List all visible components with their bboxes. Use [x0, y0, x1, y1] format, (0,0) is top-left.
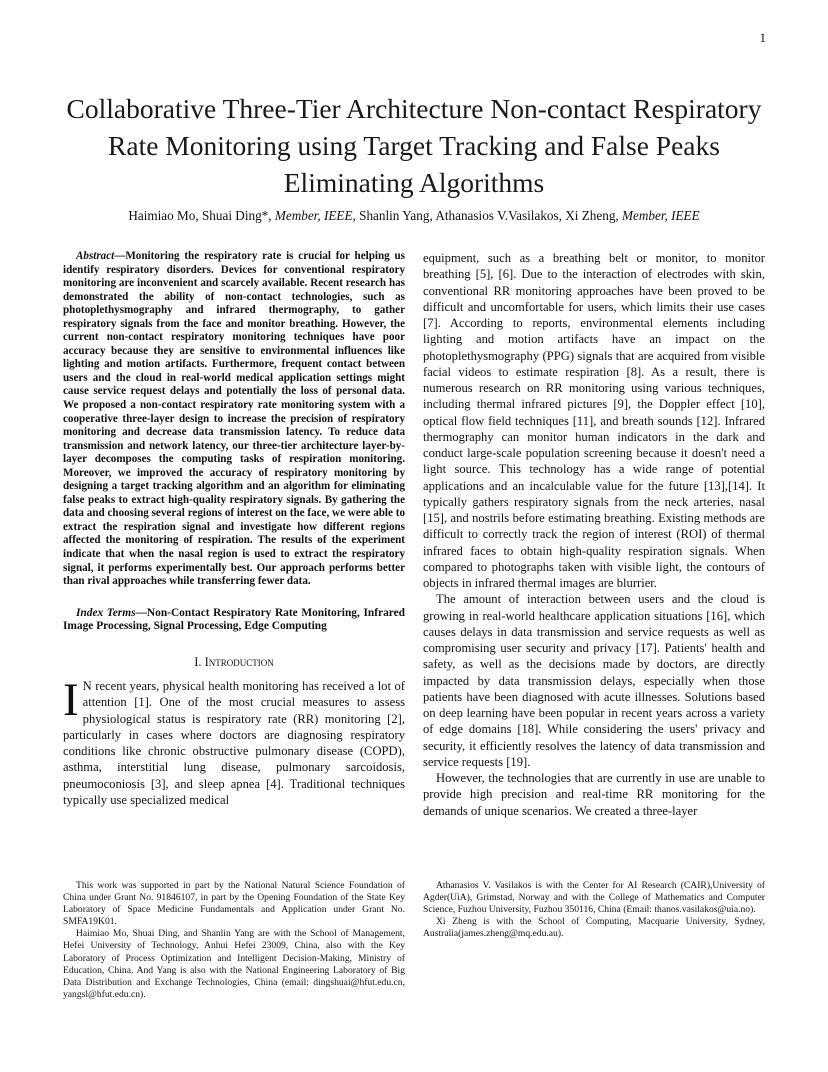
drop-cap: I — [63, 674, 79, 727]
abstract-label: Abstract — [76, 250, 115, 262]
author-list — [40, 208, 788, 224]
body-paragraph-3: However, the technologies that are currently in use are unable to provide high precision and real-time RR monitoring for the demands of unique scenarios. We created a three-layer — [423, 771, 765, 818]
member-ieee-1: Member, IEEE — [274, 208, 353, 223]
index-terms — [63, 607, 405, 634]
member-ieee-2: Member, IEEE — [622, 208, 700, 223]
paper-title: Collaborative Three-Tier Architecture Non-contact Respiratory Rate Monitoring using Target Tracking and False Peaks Eliminating Algorithms — [66, 93, 762, 198]
right-column — [423, 250, 765, 819]
footnote-affiliation-1: Haimiao Mo, Shuai Ding, and Shanlin Yang are with the School of Management, Hefei University of Technology, Anhui Hefei 23009, China, also with the Key Laboratory of Process Optimization and Intelligent Decision-Making, Ministry of Education, China. And Yang is also with the National Engineering Laboratory of Big Data Distribution and Exchange Technologies, China (email: dingshuai@hfut.edu.cn, yangsl@hfut.edu.cn). — [63, 928, 405, 1000]
intro-text: N recent years, physical health monitoring has received a lot of attention [1]. One of the most crucial measures to assess physiological status is respiratory rate (RR) monitoring [2], particularly in cases where doctors are diagnosing respiratory conditions like chronic obstructive pulmonary disease (COPD), asthma, interstitial lung disease, pulmonary sarcoidosis, pneumoconiosis [3], and sleep apnea [4]. Traditional techniques typically use specialized medical — [63, 679, 405, 807]
left-column — [63, 250, 405, 808]
body-paragraph-1: equipment, such as a breathing belt or monitor, to monitor breathing [5], [6]. Due to the interaction of electrodes with skin, conventional RR monitoring approaches have been proved to be difficult and uncomfortable for users, which limits their use cases [7]. According to reports, environmental elements including lighting and motion artifacts have an impact on the photoplethysmography (PPG) signals that are acquired from visible facial videos to estimate respiration [8]. As a result, there is numerous research on RR monitoring using various techniques, including thermal infrared pictures [9], the Doppler effect [10], optical flow field techniques [11], and breath sounds [12]. Infrared thermography can monitor human indicators in the dark and conduct large-scale population screening because it doesn't need a light source. This technology has a wide range of potential applications and an incalculable value for the future [13],[14]. It typically gathers respiratory signals from the neck arteries, nasal [15], and nostrils before estimating breathing. Existing methods are difficult to correctly track the region of interest (ROI) of thermal infrared faces to obtain high-quality respiration signals. When compared to photographs taken with visible light, the contours of objects in infrared thermal images are blurrier. — [423, 251, 765, 590]
footnote-funding: This work was supported in part by the National Natural Science Foundation of China under Grant No. 91846107, in part by the Opening Foundation of the State Key Laboratory of Space Medicine Fundamentals and Application under Grant No. SMFA19K01. — [63, 880, 405, 928]
authors-part-1: Haimiao Mo, Shuai Ding*, — [128, 208, 275, 223]
footnote-affiliation-2: Athanasios V. Vasilakos is with the Center for AI Research (CAIR),University of Agder(UiA), Grimstad, Norway and with the College of Mathematics and Computer Science, Fuzhou University, Fuzhou 350116, China (Email: thanos.vasilakos@uia.no). — [423, 880, 765, 916]
intro-paragraph — [63, 674, 405, 808]
body-paragraph-2: The amount of interaction between users and the cloud is growing in real-world healthcare application situations [16], which causes delays in data transmission and service requests as well as compromising user security and privacy [17]. Patients' health and safety, as well as the decisions made by doctors, are directly impacted by data transmission delays, especially when those patients have been diagnosed with acute illnesses. Solutions based on deep learning have been popular in recent years across a variety of edge domains [18]. While considering the users' privacy and security, it efficiently resolves the latency of data transmission and service requests [19]. — [423, 592, 765, 769]
footnote-affiliation-3: Xi Zheng is with the School of Computing, Macquarie University, Sydney, Australia(james.zheng@mq.edu.au). — [423, 916, 765, 940]
footnotes-left — [63, 880, 405, 1001]
authors-part-2: , Shanlin Yang, Athanasios V.Vasilakos, Xi Zheng, — [352, 208, 623, 223]
abstract-text: —Monitoring the respiratory rate is crucial for helping us identify respiratory disorders. Devices for conventional respiratory monitoring are inconvenient and scarcely available. Recent research has demonstrated the ability of non-contact technologies, such as photoplethysmography and infrared thermography, to gather respiratory signals from the face and monitor breathing. However, the current non-contact respiratory monitoring techniques have poor accuracy because they are sensitive to environmental influences like lighting and motion artifacts. Furthermore, frequent contact between users and the cloud in real-world medical application settings might cause service request delays and potentially the loss of personal data. We proposed a non-contact respiratory rate monitoring system with a cooperative three-layer design to increase the precision of respiratory monitoring and decrease data transmission latency. To reduce data transmission and network latency, our three-tier architecture layer-by-layer decomposes the computing tasks of respiration monitoring. Moreover, we improved the accuracy of respiratory monitoring by designing a target tracking algorithm and an algorithm for eliminating false peaks to extract high-quality respiratory signals. By gathering the data and choosing several regions of interest on the face, we were able to extract the respiration signal and investigate how different regions affected the monitoring of respiration. The results of the experiment indicate that when the nasal region is used to extract the respiratory signal, it performs experimentally best. Our approach performs better than rival approaches while transferring fewer data. — [63, 250, 405, 588]
abstract — [63, 250, 405, 589]
page-number: 1 — [759, 30, 766, 45]
section-heading-introduction: I. Introduction — [194, 654, 274, 669]
index-terms-label: Index Terms — [76, 606, 136, 619]
footnotes-right — [423, 880, 765, 940]
index-terms-text: —Non-Contact Respiratory Rate Monitoring, Infrared Image Processing, Signal Processing, Edge Computing — [63, 606, 405, 633]
